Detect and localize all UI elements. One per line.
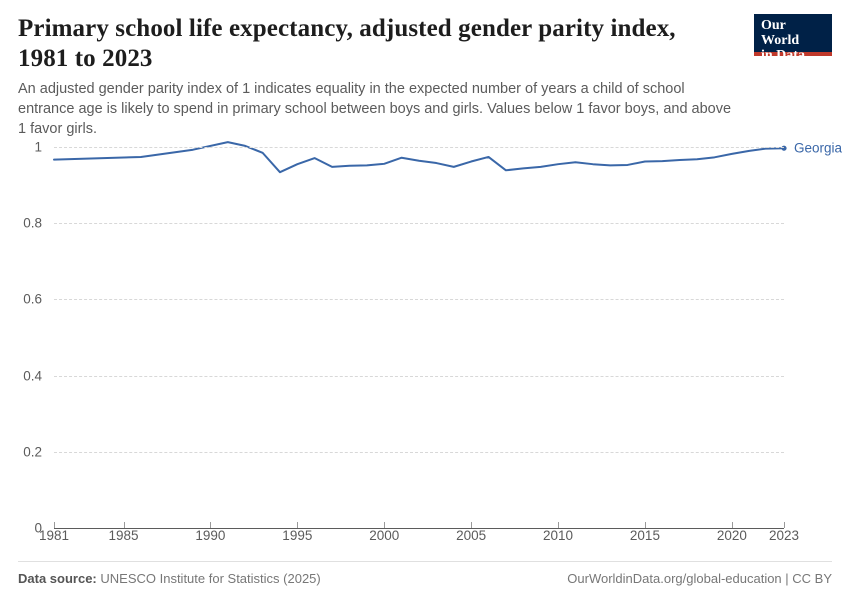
x-axis-tick-label: 1985	[108, 528, 139, 543]
x-axis-tick-label: 1995	[282, 528, 313, 543]
gridline	[54, 376, 784, 377]
series-legend-label[interactable]: Georgia	[794, 140, 843, 156]
gridline	[54, 223, 784, 224]
x-axis-tick-mark	[558, 522, 559, 528]
y-axis-tick-label: 0.6	[23, 291, 42, 307]
x-axis-tick-mark	[732, 522, 733, 528]
data-source-label: Data source:	[18, 571, 97, 586]
x-axis-tick-label: 2020	[716, 528, 747, 543]
x-axis-tick-label: 1990	[195, 528, 226, 543]
x-axis-tick-mark	[210, 522, 211, 528]
x-axis-tick-label: 2023	[768, 528, 800, 543]
owid-logo[interactable]	[754, 14, 832, 64]
line-series-svg	[54, 128, 784, 528]
x-axis-tick-mark	[784, 522, 785, 528]
x-axis-tick-mark	[645, 522, 646, 528]
chart-subtitle: An adjusted gender parity index of 1 indicates equality in the expected number of years a child of school entrance age is likely to spend in primary school between boys and girls. Values below 1 favor boys, and above 1 favor girls.	[18, 81, 732, 137]
x-axis-tick-mark	[297, 522, 298, 528]
gridline	[54, 452, 784, 453]
page-title: Primary school life expectancy, adjusted gender parity index, 1981 to 2023	[18, 15, 676, 72]
y-axis-tick-label: 1	[34, 139, 42, 155]
x-axis	[38, 528, 800, 552]
x-axis-tick-mark	[124, 522, 125, 528]
x-axis-tick-label: 2015	[629, 528, 660, 543]
chart-footer	[18, 561, 832, 586]
y-axis-tick-label: 0.4	[23, 368, 42, 384]
y-axis-tick-label: 0.8	[23, 215, 42, 231]
x-axis-tick-label: 2000	[369, 528, 400, 543]
gridline	[54, 299, 784, 300]
x-axis-tick-mark	[384, 522, 385, 528]
y-axis-tick-label: 0	[34, 520, 42, 536]
logo-line-2: in Data	[761, 48, 805, 64]
gridline	[54, 147, 784, 148]
x-axis-tick-label: 2005	[456, 528, 487, 543]
data-source	[18, 571, 321, 586]
data-source-text: UNESCO Institute for Statistics (2025)	[100, 571, 321, 586]
x-axis-tick-mark	[471, 522, 472, 528]
x-axis-tick-mark	[54, 522, 55, 528]
y-axis-tick-label: 0.2	[23, 444, 42, 460]
x-axis-tick-label: 1981	[38, 528, 70, 543]
footer-attribution: OurWorldinData.org/global-education | CC BY	[567, 571, 832, 586]
chart-plot-area	[18, 118, 843, 548]
x-axis-tick-label: 2010	[543, 528, 574, 543]
logo-line-1: Our World	[761, 18, 800, 49]
